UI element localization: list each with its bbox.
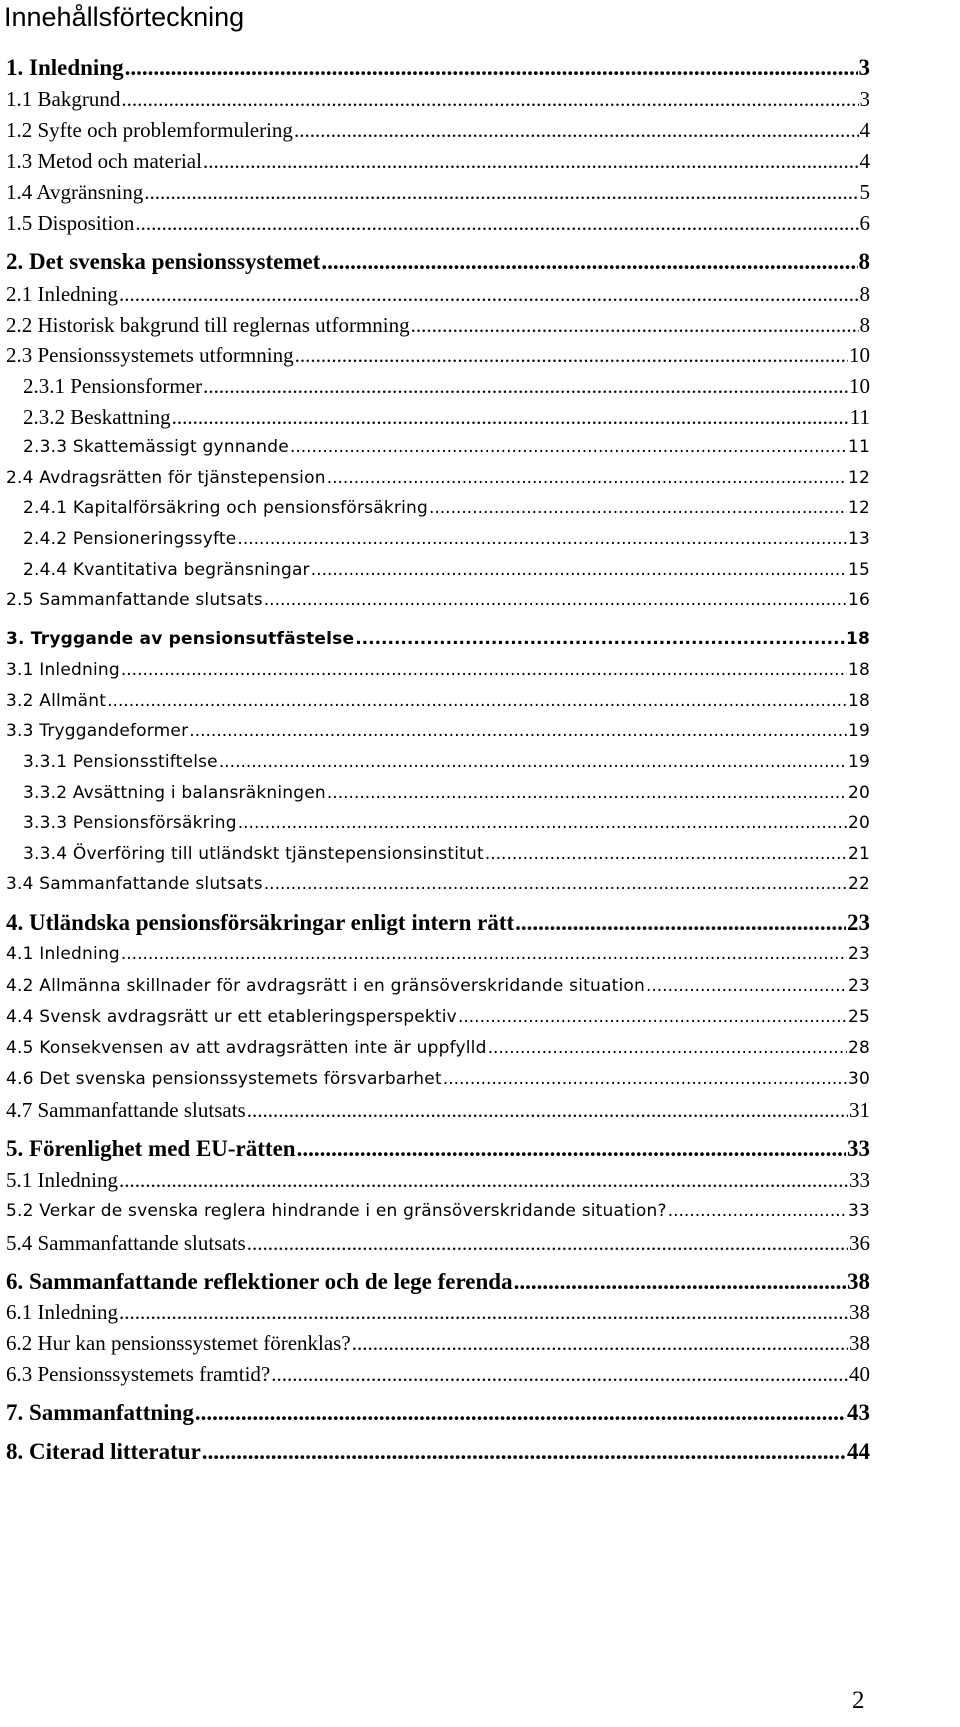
toc-entry-label: 3. Tryggande av pensionsutfästelse — [6, 629, 355, 649]
toc-entry-label: 2.3.3 Skattemässigt gynnande — [23, 437, 289, 457]
dot-leader — [202, 1439, 846, 1465]
toc-entry[interactable] — [6, 749, 870, 775]
dot-leader — [297, 1136, 846, 1162]
dot-leader — [443, 1066, 847, 1092]
dot-leader — [327, 780, 847, 806]
toc-entry-page: 6 — [859, 211, 870, 235]
toc-entry[interactable] — [6, 1400, 870, 1426]
toc-entry-page: 18 — [847, 660, 870, 680]
dot-leader — [125, 55, 858, 81]
toc-entry[interactable] — [6, 810, 870, 836]
toc-entry[interactable] — [6, 1004, 870, 1030]
dot-leader — [135, 210, 858, 236]
toc-entry-page: 28 — [847, 1038, 870, 1058]
toc-entry-page: 31 — [849, 1098, 870, 1122]
dot-leader — [327, 465, 847, 491]
toc-entry[interactable] — [6, 249, 870, 275]
toc-entry-page: 18 — [845, 629, 870, 649]
toc-entry-label: 4. Utländska pensionsförsäkringar enligt intern rätt — [6, 910, 515, 935]
toc-entry-label: 5.4 Sammanfattande slutsats — [6, 1231, 246, 1255]
toc-entry-page: 19 — [847, 752, 870, 772]
toc-entry-label: 6.1 Inledning — [6, 1300, 118, 1324]
toc-entry[interactable] — [6, 1230, 870, 1256]
toc-entry-page: 40 — [849, 1362, 870, 1386]
toc-entry-page: 16 — [847, 590, 870, 610]
toc-entry-page: 23 — [847, 910, 870, 935]
toc-entry-label: 4.1 Inledning — [6, 944, 120, 964]
toc-entry-label: 6. Sammanfattande reflektioner och de lege ferenda — [6, 1269, 513, 1294]
toc-entry-page: 33 — [847, 1136, 870, 1161]
toc-entry[interactable] — [6, 1035, 870, 1061]
toc-entry-label: 3.3.1 Pensionsstiftelse — [23, 752, 218, 772]
toc-entry[interactable] — [6, 688, 870, 714]
toc-entry[interactable] — [6, 495, 870, 521]
dot-leader — [294, 117, 859, 143]
toc-entry[interactable] — [6, 404, 870, 430]
toc-entry-label: 5.1 Inledning — [6, 1168, 118, 1192]
toc-entry-page: 3 — [859, 87, 870, 111]
toc-entry[interactable] — [6, 841, 870, 867]
toc-entry-page: 8 — [858, 249, 870, 274]
toc-entry[interactable] — [6, 1299, 870, 1325]
dot-leader — [515, 910, 846, 936]
toc-entry[interactable] — [6, 718, 870, 744]
dot-leader — [321, 249, 857, 275]
toc-entry-page: 38 — [849, 1300, 870, 1324]
toc-entry-label: 2.3 Pensionssystemets utformning — [6, 343, 294, 367]
toc-entry-page: 30 — [847, 1069, 870, 1089]
toc-entry-page: 10 — [849, 343, 870, 367]
toc-entry[interactable] — [6, 1066, 870, 1092]
toc-entry-label: 2.4 Avdragsrätten för tjänstepension — [6, 468, 326, 488]
toc-entry-page: 4 — [859, 118, 870, 142]
toc-entry-page: 5 — [859, 180, 870, 204]
dot-leader — [352, 1330, 848, 1356]
dot-leader — [121, 86, 858, 112]
toc-entry-label: 2.1 Inledning — [6, 282, 118, 306]
toc-entry-page: 22 — [847, 874, 870, 894]
dot-leader — [238, 810, 847, 836]
toc-entry[interactable] — [6, 1361, 870, 1387]
toc-entry-label: 2.3.2 Beskattning — [23, 405, 171, 429]
toc-entry-label: 1.2 Syfte och problemformulering — [6, 118, 293, 142]
toc-entry[interactable] — [6, 526, 870, 552]
toc-entry[interactable] — [6, 1198, 870, 1224]
toc-entry-page: 36 — [849, 1231, 870, 1255]
dot-leader — [264, 587, 847, 613]
toc-entry-label: 4.6 Det svenska pensionssystemets försvarbarhet — [6, 1069, 442, 1089]
toc-entry-page: 15 — [847, 560, 870, 580]
toc-entry[interactable] — [6, 86, 870, 112]
toc-entry-page: 8 — [859, 313, 870, 337]
toc-entry-label: 1.4 Avgränsning — [6, 180, 144, 204]
toc-entry-label: 5.2 Verkar de svenska reglera hindrande i en gränsöverskridande situation? — [6, 1201, 667, 1221]
toc-entry-page: 4 — [859, 149, 870, 173]
dot-leader — [271, 1361, 848, 1387]
toc-entry-label: 4.7 Sammanfattande slutsats — [6, 1098, 246, 1122]
toc-entry[interactable] — [6, 373, 870, 399]
dot-leader — [119, 281, 859, 307]
dot-leader — [668, 1198, 847, 1224]
toc-entry-label: 1.1 Bakgrund — [6, 87, 121, 111]
toc-entry[interactable] — [6, 55, 870, 81]
toc-entry-page: 44 — [847, 1439, 870, 1464]
toc-entry-label: 3.3 Tryggandeformer — [6, 721, 189, 741]
toc-entry-label: 4.5 Konsekvensen av att avdragsrätten inte är uppfylld — [6, 1038, 487, 1058]
dot-leader — [121, 941, 847, 967]
toc-entry-page: 23 — [847, 976, 870, 996]
toc-entry-page: 33 — [847, 1201, 870, 1221]
toc-entry[interactable] — [6, 312, 870, 338]
toc-entry[interactable] — [6, 1439, 870, 1465]
dot-leader — [355, 626, 845, 652]
dot-leader — [172, 404, 849, 430]
dot-leader — [219, 749, 847, 775]
toc-entry[interactable] — [6, 281, 870, 307]
dot-leader — [311, 557, 847, 583]
dot-leader — [144, 179, 858, 205]
toc-entry[interactable] — [6, 148, 870, 174]
dot-leader — [237, 526, 847, 552]
dot-leader — [488, 1035, 847, 1061]
toc-entry[interactable] — [6, 557, 870, 583]
dot-leader — [247, 1230, 848, 1256]
toc-entry[interactable] — [6, 179, 870, 205]
toc-entry-page: 33 — [849, 1168, 870, 1192]
dot-leader — [195, 1400, 846, 1426]
toc-entry-page: 19 — [847, 721, 870, 741]
toc-entry-label: 4.4 Svensk avdragsrätt ur ett etableringsperspektiv — [6, 1007, 457, 1027]
toc-entry-label: 2.5 Sammanfattande slutsats — [6, 590, 263, 610]
toc-entry-label: 3.4 Sammanfattande slutsats — [6, 874, 263, 894]
toc-entry-page: 8 — [859, 282, 870, 306]
toc-entry[interactable] — [6, 780, 870, 806]
page-number: 2 — [852, 1687, 865, 1714]
toc-entry-label: 2.2 Historisk bakgrund till reglernas utformning — [6, 313, 410, 337]
toc-entry-label: 1. Inledning — [6, 55, 124, 80]
toc-entry-label: 3.3.4 Överföring till utländskt tjänstepensionsinstitut — [23, 844, 484, 864]
page-title: Innehållsförteckning — [4, 2, 245, 32]
toc-entry[interactable] — [6, 910, 870, 936]
toc-entry-label: 2.3.1 Pensionsformer — [23, 374, 203, 398]
toc-entry-page: 12 — [847, 498, 870, 518]
toc-entry-page: 10 — [849, 374, 870, 398]
toc-entry-label: 3.2 Allmänt — [6, 691, 107, 711]
toc-entry[interactable] — [6, 117, 870, 143]
toc-entry-page: 18 — [847, 691, 870, 711]
toc-entry[interactable] — [6, 941, 870, 967]
toc-entry-page: 21 — [847, 844, 870, 864]
dot-leader — [290, 434, 847, 460]
toc-entry[interactable] — [6, 210, 870, 236]
toc-entry-label: 2.4.2 Pensioneringssyfte — [23, 529, 237, 549]
toc-entry-page: 3 — [858, 55, 870, 80]
toc-entry-page: 11 — [847, 437, 870, 457]
toc-entry-label: 6.2 Hur kan pensionssystemet förenklas? — [6, 1331, 351, 1355]
toc-entry-page: 20 — [847, 783, 870, 803]
toc-entry-page: 20 — [847, 813, 870, 833]
toc-entry-label: 4.2 Allmänna skillnader för avdragsrätt i en gränsöverskridande situation — [6, 976, 645, 996]
toc-entry[interactable] — [6, 657, 870, 683]
toc-entry-label: 2. Det svenska pensionssystemet — [6, 249, 321, 274]
dot-leader — [411, 312, 859, 338]
toc-entry[interactable] — [6, 1330, 870, 1356]
toc-entry-page: 38 — [849, 1331, 870, 1355]
toc-entry-page: 38 — [847, 1269, 870, 1294]
toc-entry-page: 25 — [847, 1007, 870, 1027]
toc-entry-label: 3.3.3 Pensionsförsäkring — [23, 813, 237, 833]
dot-leader — [264, 871, 847, 897]
toc-entry-label: 5. Förenlighet med EU-rätten — [6, 1136, 296, 1161]
toc-entry[interactable] — [6, 626, 870, 652]
toc-entry[interactable] — [6, 1136, 870, 1162]
toc-entry-page: 12 — [847, 468, 870, 488]
dot-leader — [295, 342, 848, 368]
toc-entry-label: 7. Sammanfattning — [6, 1400, 194, 1425]
toc-entry[interactable] — [6, 342, 870, 368]
dot-leader — [203, 148, 859, 174]
dot-leader — [247, 1097, 848, 1123]
toc-entry-page: 43 — [847, 1400, 870, 1425]
toc-entry[interactable] — [6, 434, 870, 460]
toc-entry-label: 8. Citerad litteratur — [6, 1439, 201, 1464]
dot-leader — [429, 495, 847, 521]
toc-entry-label: 2.4.4 Kvantitativa begränsningar — [23, 560, 310, 580]
dot-leader — [203, 373, 848, 399]
toc-entry[interactable] — [6, 1097, 870, 1123]
toc-entry-page: 13 — [847, 529, 870, 549]
toc-entry[interactable] — [6, 1269, 870, 1295]
dot-leader — [121, 657, 847, 683]
dot-leader — [119, 1167, 848, 1193]
dot-leader — [458, 1004, 847, 1030]
toc-entry-label: 1.5 Disposition — [6, 211, 135, 235]
toc-entry[interactable] — [6, 465, 870, 491]
dot-leader — [514, 1269, 846, 1295]
dot-leader — [119, 1299, 848, 1325]
toc-entry-page: 11 — [849, 405, 870, 429]
toc-entry-label: 3.3.2 Avsättning i balansräkningen — [23, 783, 326, 803]
toc-entry-label: 1.3 Metod och material — [6, 149, 202, 173]
dot-leader — [189, 718, 847, 744]
toc-entry[interactable] — [6, 1167, 870, 1193]
toc-entry-label: 6.3 Pensionssystemets framtid? — [6, 1362, 271, 1386]
toc-entry-label: 2.4.1 Kapitalförsäkring och pensionsförsäkring — [23, 498, 428, 518]
toc-entry[interactable] — [6, 587, 870, 613]
toc-entry-label: 3.1 Inledning — [6, 660, 120, 680]
toc-entry[interactable] — [6, 973, 870, 999]
toc-entry-page: 23 — [847, 944, 870, 964]
dot-leader — [646, 973, 847, 999]
dot-leader — [107, 688, 847, 714]
dot-leader — [485, 841, 847, 867]
toc-entry[interactable] — [6, 871, 870, 897]
